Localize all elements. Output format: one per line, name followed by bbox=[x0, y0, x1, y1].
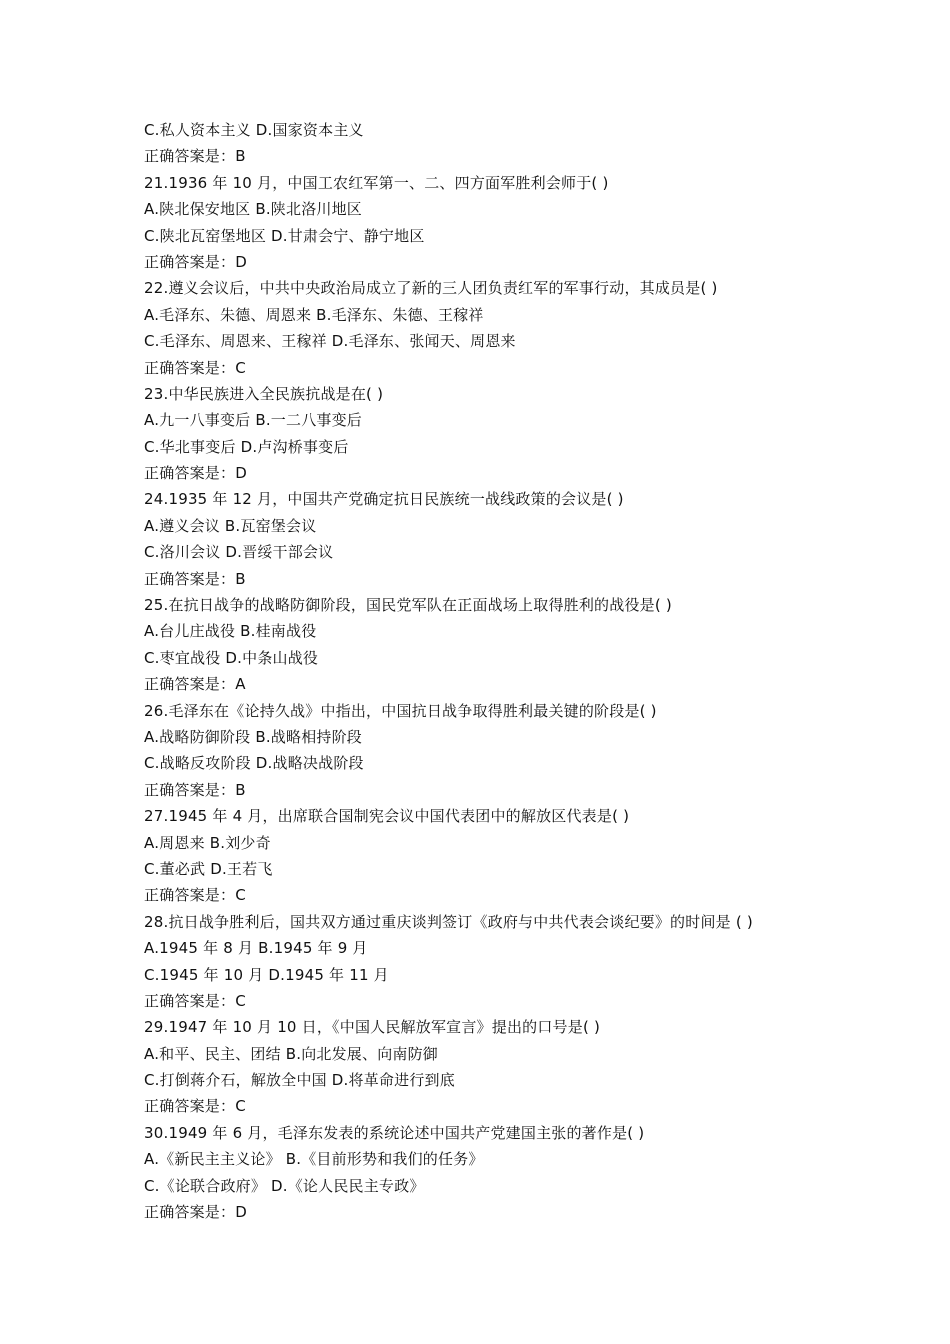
option-line: C.华北事变后 D.卢沟桥事变后 bbox=[144, 437, 349, 456]
answer-line: 正确答案是：D bbox=[144, 1203, 247, 1222]
question-line: 30.1949 年 6 月，毛泽东发表的系统论述中国共产党建国主张的著作是( ) bbox=[144, 1123, 645, 1142]
answer-line: 正确答案是：B bbox=[144, 569, 246, 588]
question-line: 27.1945 年 4 月，出席联合国制宪会议中国代表团中的解放区代表是( ) bbox=[144, 807, 630, 826]
answer-line: 正确答案是：C bbox=[144, 991, 246, 1010]
option-line: C.董必武 D.王若飞 bbox=[144, 859, 273, 878]
option-line: A.遵义会议 B.瓦窑堡会议 bbox=[144, 516, 317, 535]
option-line: A.战略防御阶段 B.战略相持阶段 bbox=[144, 727, 362, 746]
option-line: A.1945 年 8 月 B.1945 年 9 月 bbox=[144, 939, 368, 958]
answer-line: 正确答案是：C bbox=[144, 886, 246, 905]
answer-line: 正确答案是：A bbox=[144, 675, 246, 694]
option-line: C.打倒蒋介石，解放全中国 D.将革命进行到底 bbox=[144, 1071, 455, 1090]
option-line: A.毛泽东、朱德、周恩来 B.毛泽东、朱德、王稼祥 bbox=[144, 305, 484, 324]
answer-line: 正确答案是：B bbox=[144, 147, 246, 166]
option-line: C.毛泽东、周恩来、王稼祥 D.毛泽东、张闻天、周恩来 bbox=[144, 332, 516, 351]
option-line: A.台儿庄战役 B.桂南战役 bbox=[144, 622, 317, 641]
option-line: C.陕北瓦窑堡地区 D.甘肃会宁、静宁地区 bbox=[144, 226, 425, 245]
question-line: 24.1935 年 12 月，中国共产党确定抗日民族统一战线政策的会议是( ) bbox=[144, 490, 624, 509]
answer-line: 正确答案是：C bbox=[144, 358, 246, 377]
answer-line: 正确答案是：D bbox=[144, 464, 247, 483]
question-line: 21.1936 年 10 月，中国工农红军第一、二、四方面军胜利会师于( ) bbox=[144, 173, 609, 192]
option-line: A.九一八事变后 B.一二八事变后 bbox=[144, 411, 362, 430]
answer-line: 正确答案是：D bbox=[144, 252, 247, 271]
question-line: 25.在抗日战争的战略防御阶段，国民党军队在正面战场上取得胜利的战役是( ) bbox=[144, 596, 672, 615]
option-line: A.陕北保安地区 B.陕北洛川地区 bbox=[144, 200, 362, 219]
question-line: 23.中华民族进入全民族抗战是在( ) bbox=[144, 384, 384, 403]
option-line: C.洛川会议 D.晋绥干部会议 bbox=[144, 543, 334, 562]
answer-line: 正确答案是：C bbox=[144, 1097, 246, 1116]
option-line: C.1945 年 10 月 D.1945 年 11 月 bbox=[144, 965, 389, 984]
option-line: C.枣宜战役 D.中条山战役 bbox=[144, 648, 319, 667]
option-line: A.和平、民主、团结 B.向北发展、向南防御 bbox=[144, 1044, 438, 1063]
option-line: C.《论联合政府》 D.《论人民民主专政》 bbox=[144, 1176, 425, 1195]
option-line: A.周恩来 B.刘少奇 bbox=[144, 833, 271, 852]
question-line: 22.遵义会议后，中共中央政治局成立了新的三人团负责红军的军事行动，其成员是( ) bbox=[144, 279, 718, 298]
option-line: C.私人资本主义 D.国家资本主义 bbox=[144, 121, 364, 139]
option-line: C.战略反攻阶段 D.战略决战阶段 bbox=[144, 754, 364, 773]
document-body bbox=[144, 117, 824, 1225]
option-line: A.《新民主主义论》 B.《目前形势和我们的任务》 bbox=[144, 1150, 484, 1169]
answer-line: 正确答案是：B bbox=[144, 780, 246, 799]
question-line: 29.1947 年 10 月 10 日，《中国人民解放军宣言》提出的口号是( ) bbox=[144, 1018, 601, 1037]
question-line: 26.毛泽东在《论持久战》中指出，中国抗日战争取得胜利最关键的阶段是( ) bbox=[144, 701, 657, 720]
question-line: 28.抗日战争胜利后，国共双方通过重庆谈判签订《政府与中共代表会谈纪要》的时间是 ( ) bbox=[144, 912, 753, 931]
